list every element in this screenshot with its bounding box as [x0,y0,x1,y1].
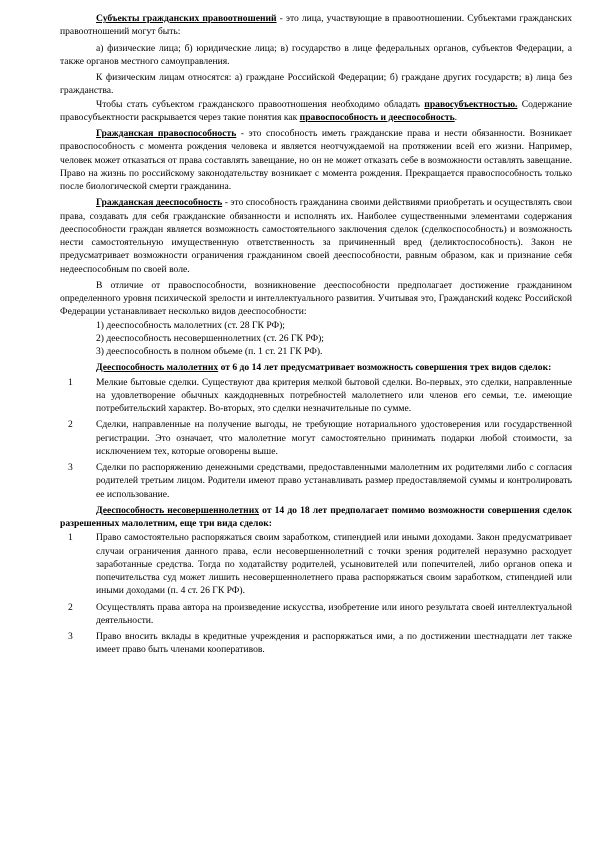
list-item-text: Сделки по распоряжению денежными средствами, предоставленными малолетним их родителями либо с согласия родителей третьим лицом. Родители имеют право устанавливать размер предоставляемой суммы и контролировать ее использование. [96,462,572,500]
paragraph-legal-capacity [60,127,572,193]
paragraph-active-capacity [60,196,572,276]
list-item-text: Мелкие бытовые сделки. Существуют два критерия мелкой бытовой сделки. Во-первых, это сделки, направленные на удовлетворение обычных каждодневных потребностей малолетнего или членов его семьи, т.е. имеющие потребительский характер. Во-вторых, это сделки незначительные по сумме. [96,376,572,414]
list-number: 2 [68,601,73,613]
list-item [60,461,572,501]
paragraph-text: от 14 до 18 лет предполагает помимо возможности совершения сделок разрешенных малолетним, еще три вида сделок: [60,504,572,529]
list-item-text: Право самостоятельно распоряжаться своим заработком, стипендией или иными доходами. Закон предусматривает случаи ограничения данного права, если несовершеннолетний с точки зрения родителей неразумно расходует заработанные средства. Тогда по ходатайству родителей, усыновителей или попечителей, либо органов опека и попечительства суд может лишить несовершеннолетнего права распоряжаться своим заработком, стипендией или иными доходами (п. 4 ст. 26 ГК РФ). [96,532,572,597]
paragraph-teen-capacity [60,504,572,531]
paragraph-capacity-types-intro: В отличие от правоспособности, возникновение дееспособности предполагает достижение гражданином определенного уровня психической зрелости и интеллектуального развития. Учитывая это, Гражданский кодекс Российской Федерации устанавливает несколько видов дееспособности: [60,279,572,318]
term-capacity-pair: правоспособность и дееспособность [299,111,455,123]
paragraph-subject-types: а) физические лица; б) юридические лица; в) государство в лице федеральных органов, субъектов Федерации, а также органов местного самоуправления. [60,42,572,67]
paragraph-text: - это способность иметь гражданские права и нести обязанности. Возникает правоспособность с момента рождения человека и является неотчуждаемой на протяжении всей его жизни. Например, человек может отказаться от права составлять завещание, но он не может отказать себе в возможности оставлять завещание. Право на жизнь по российскому законодательству возникает с момента рождения. Прекращается правоспособность только после биологической смерти гражданина. [60,128,572,192]
list-item [60,531,572,597]
list-number: 2 [68,419,73,431]
minors-deals-list [60,376,572,501]
term-active-capacity: Гражданская дееспособность [96,197,223,209]
term-subjects: Субъекты гражданских правоотношений [96,13,277,24]
paragraph-minors-capacity [60,361,572,374]
term-legal-capacity: Гражданская правоспособность [96,128,237,139]
paragraph-text: - это способность гражданина своими действиями приобретать и осуществлять свои права, создавать для себя гражданские обязанности и исполнять их. Наиболее существенными элементами содержания дееспособности граждан является возможность самостоятельного заключения сделок (сделкоспособность) и возможность нести самостоятельную имущественную ответственность за причиненный вред (деликтоспособность). Закон не предусматривает возможности ограничения гражданином своей дееспособности, равным образом, как и признание себя недееспособным по своей воле. [60,197,572,275]
paragraph-text: . [454,111,458,123]
list-item [60,376,572,416]
term-teen-capacity: Дееспособность несовершеннолетних [96,504,260,516]
paragraph-text: - это лица, участвующие в правоотношении. Субъектами гражданских правоотношений могут быть: [60,13,572,38]
paragraph-text: Содержание правосубъектности раскрывается через такие понятия как [60,98,572,123]
list-item [60,601,572,628]
paragraph-text: от 6 до 14 лет предусматривает возможность совершения трех видов сделок: [218,362,552,374]
paragraph-physical-persons: К физическим лицам относятся: а) граждане Российской Федерации; б) граждане других государств; в) лица без гражданства. [60,72,572,97]
capacity-type-item: 2) дееспособность несовершеннолетних (ст. 26 ГК РФ); [96,332,324,344]
list-number: 3 [68,631,73,642]
list-item-text: Право вносить вклады в кредитные учреждения и распоряжаться ими, а по достижении шестнадцати лет также имеет право быть членами кооперативов. [96,631,572,656]
teen-deals-list [60,531,572,656]
capacity-type-item: 3) дееспособность в полном объеме (п. 1 ст. 21 ГК РФ). [96,346,323,357]
paragraph-legal-capacity-intro [60,98,572,125]
term-legal-personality: правосубъектностью. [424,98,518,110]
list-item [60,418,572,458]
document-page [60,12,572,660]
list-item-text: Осуществлять права автора на произведение искусства, изобретение или иного результата своей интеллектуальной деятельности. [96,601,572,626]
term-minors-capacity: Дееспособность малолетних [96,362,219,374]
list-number: 1 [68,376,73,388]
list-number: 1 [68,532,73,544]
capacity-type-item: 1) дееспособность малолетних (ст. 28 ГК РФ); [96,319,285,331]
list-item [60,630,572,657]
paragraph-text: Чтобы стать субъектом гражданского правоотношения необходимо обладать [96,98,425,110]
list-number: 3 [68,462,73,473]
list-item-text: Сделки, направленные на получение выгоды, не требующие нотариального удостоверения или государственной регистрации. Это означает, что малолетние могут самостоятельно принимать подарки любой стоимости, за исключением тех, которые оговорены выше. [96,419,572,457]
paragraph-subjects [60,12,572,39]
